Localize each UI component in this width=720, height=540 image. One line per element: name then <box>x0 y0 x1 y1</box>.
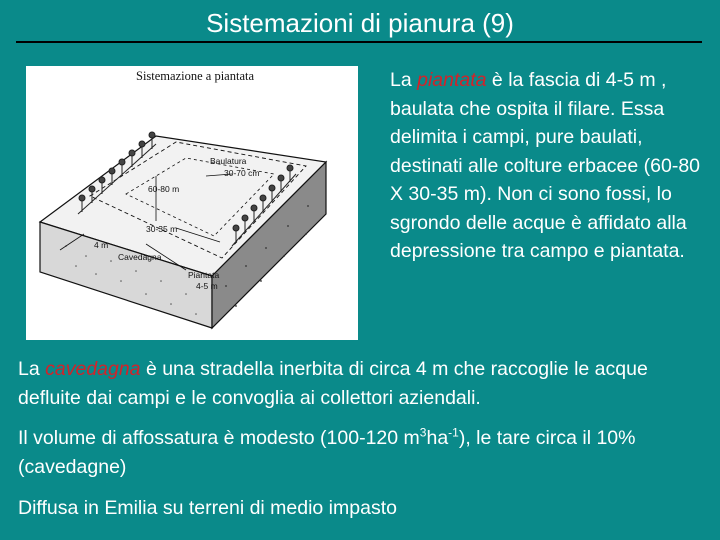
text-segment: è una stradella inerbita di circa 4 m che raccoglie le acque defluite dai campi e le convoglia ai collettori aziendali. <box>18 358 648 409</box>
title-underline <box>16 41 702 43</box>
superscript-3: 3 <box>419 425 427 440</box>
piantata-description <box>390 66 710 266</box>
piantata-diagram-svg <box>26 66 358 340</box>
label-baulatura: Baulatura <box>210 156 247 166</box>
affossatura-paragraph <box>18 424 710 481</box>
piantata-diagram <box>26 66 358 340</box>
term-cavedagna: cavedagna <box>45 358 141 380</box>
label-piantata-width: 4-5 m <box>196 281 218 291</box>
superscript-minus-1: -1 <box>448 425 459 440</box>
text-segment: ha <box>426 427 449 449</box>
diffusion-paragraph: Diffusa in Emilia su terreni di medio impasto <box>18 497 397 519</box>
label-baulatura-size: 30-70 cm <box>224 168 260 178</box>
label-cavedagna: Cavedagna <box>118 252 162 262</box>
text-segment: La <box>18 358 46 380</box>
text-segment: La <box>390 69 418 91</box>
text-segment: è la fascia di 4-5 m , baulata che ospita il filare. Essa delimita i campi, pure baulati, destinati alle colture erbacee (60-80 X 30-35 m). Non ci sono fossi, lo sgrondo delle acque è affidato alla depressione tra campo e piantata. <box>390 69 701 262</box>
label-piantata: Piantata <box>188 270 220 280</box>
label-field-length: 60-80 m <box>148 184 180 194</box>
label-cavedagna-width: 4 m <box>94 240 109 250</box>
text-segment: ), le tare circa il 10% (cavedagne) <box>18 427 636 478</box>
slide-title: Sistemazioni di pianura (9) <box>206 8 514 38</box>
label-field-width: 30-35 m <box>146 224 178 234</box>
term-piantata: piantata <box>417 69 487 91</box>
text-segment: Il volume di affossatura è modesto (100-120 m <box>18 427 420 449</box>
cavedagna-paragraph <box>18 355 710 412</box>
diagram-caption: Sistemazione a piantata <box>136 69 255 83</box>
